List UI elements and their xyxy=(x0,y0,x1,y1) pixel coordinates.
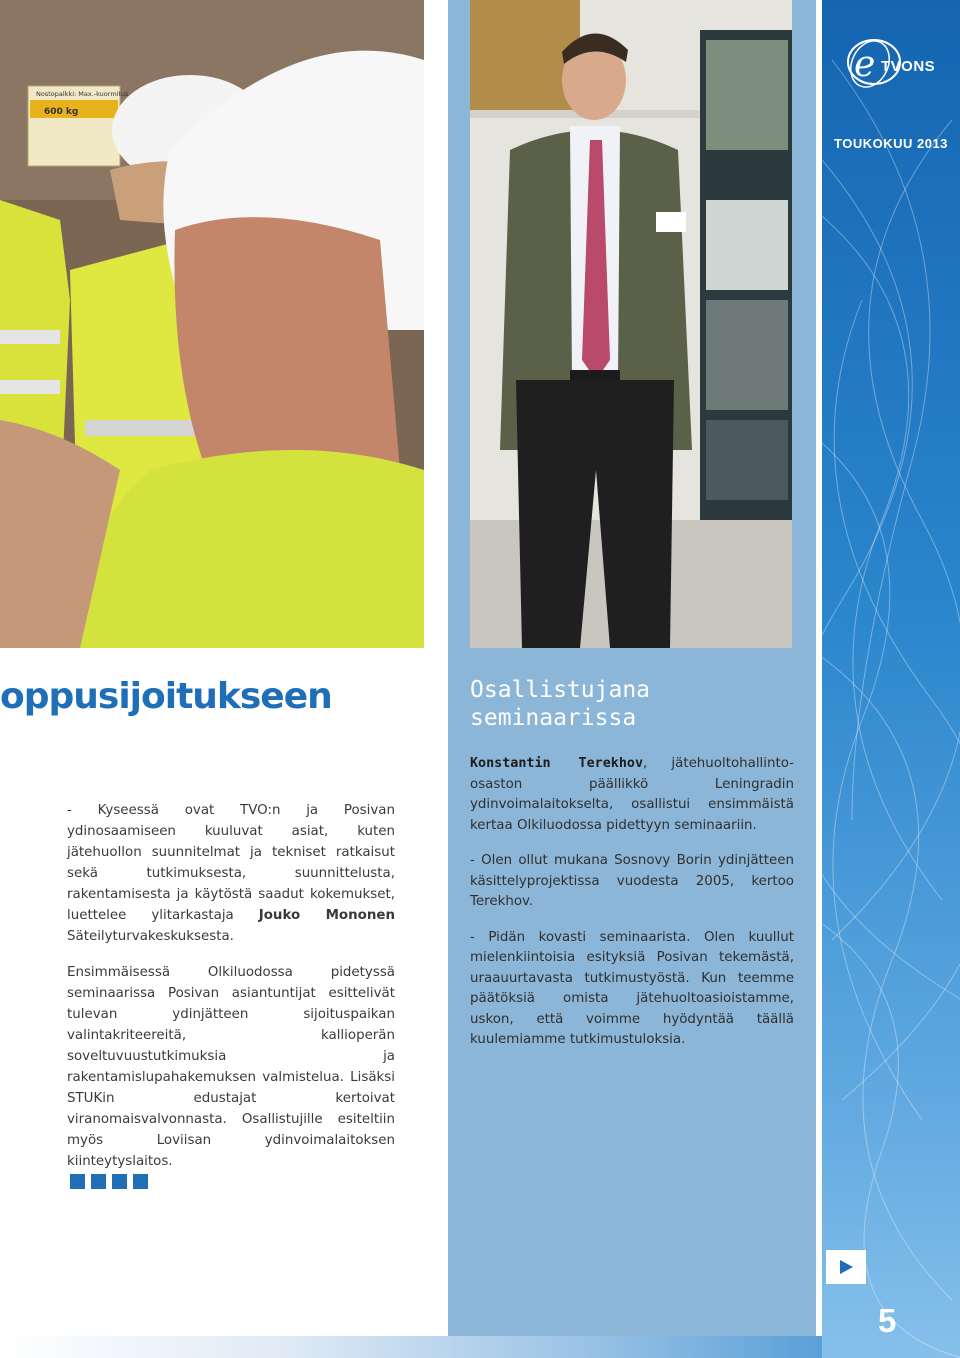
sidebar-lead xyxy=(470,754,794,836)
article-paragraph-1 xyxy=(67,800,395,947)
next-page-button[interactable] xyxy=(826,1250,866,1284)
sidebar-lead-name: Konstantin Terekhov xyxy=(470,756,644,771)
paragraph1-before: - Kyseessä ovat TVO:n ja Posivan ydinosaamiseen kuuluvat asiat, kuten jätehuollon suunnitelmat ja tekniset ratkaisut sekä tutkimuksesta, suunnittelusta, rakentamisesta ja käytöstä saadut kokemukset, luettelee ylitarkastaja xyxy=(67,803,395,923)
swirl-decoration xyxy=(822,0,960,1358)
bottom-gradient-bar xyxy=(0,1336,822,1358)
page-number: 5 xyxy=(878,1302,897,1339)
photo-workers-illustration xyxy=(0,0,424,648)
play-arrow-icon xyxy=(840,1260,853,1274)
paragraph1-name: Jouko Mononen xyxy=(258,908,395,923)
sidebar-title-line-1: Osallistujana xyxy=(470,677,651,703)
article-paragraph-2: Ensimmäisessä Olkiluodossa pidetyssä seminaarissa Posivan asiantuntijat esittelivät tulevan ydinjätteen sijoituspaikan valintakriteereitä, kallioperän soveltuvuustutkimuksia ja rakentamislupahakemuksen valmistelua. Lisäksi STUKin edustajat kertoivat viranomaisvalvonnasta. Osallistujille esiteltiin myös Loviisan ydinvoimalaitoksen kiinteytyslaitos. xyxy=(67,965,395,1169)
photo-workers xyxy=(0,0,424,648)
sidebar-quote-2: - Pidän kovasti seminaarista. Olen kuullut mielenkiintoisia esityksiä Posivan tekemästä, uraauurtavasta tutkimustyöstä. Kun teemme päätöksiä omista jätehuoltoasioistamme, uskon, että voimme hyödyntää täällä kuulemiamme tutkimustuloksia. xyxy=(470,929,794,1047)
issue-date: TOUKOKUU 2013 xyxy=(834,136,948,151)
marker-square xyxy=(70,1174,85,1189)
logo-letter: e xyxy=(854,44,876,85)
article-body xyxy=(67,800,395,1187)
logo-wordmark: TVONS xyxy=(881,58,936,75)
end-of-article-marker xyxy=(70,1174,148,1189)
right-decorative-strip xyxy=(822,0,960,1358)
sidebar-title xyxy=(470,676,650,732)
sign-text-1: Nostopalkki: Max.-kuormitus. xyxy=(36,90,131,98)
sidebar-title-line-2: seminaarissa xyxy=(470,705,637,731)
sign-text-2: 600 kg xyxy=(44,107,79,117)
article-headline: oppusijoitukseen xyxy=(0,676,332,717)
sidebar-lead-rest: , jätehuoltohallinto-osaston päällikkö Leningradin ydinvoimalaitokselta, osallistui ensimmäistä kertaa Olkiluodossa pidettyyn seminaariin. xyxy=(470,756,794,833)
marker-square xyxy=(112,1174,127,1189)
sidebar-body xyxy=(470,754,794,1066)
sidebar-quote-1: - Olen ollut mukana Sosnovy Borin ydinjätteen käsittelyprojektissa vuodesta 2005, kertoo Terekhov. xyxy=(470,853,794,909)
marker-square xyxy=(91,1174,106,1189)
paragraph1-after: Säteilyturvakeskuksesta. xyxy=(67,929,234,944)
photo-konstantin-terekhov xyxy=(470,0,792,648)
photo-person-illustration xyxy=(470,0,792,648)
marker-square xyxy=(133,1174,148,1189)
